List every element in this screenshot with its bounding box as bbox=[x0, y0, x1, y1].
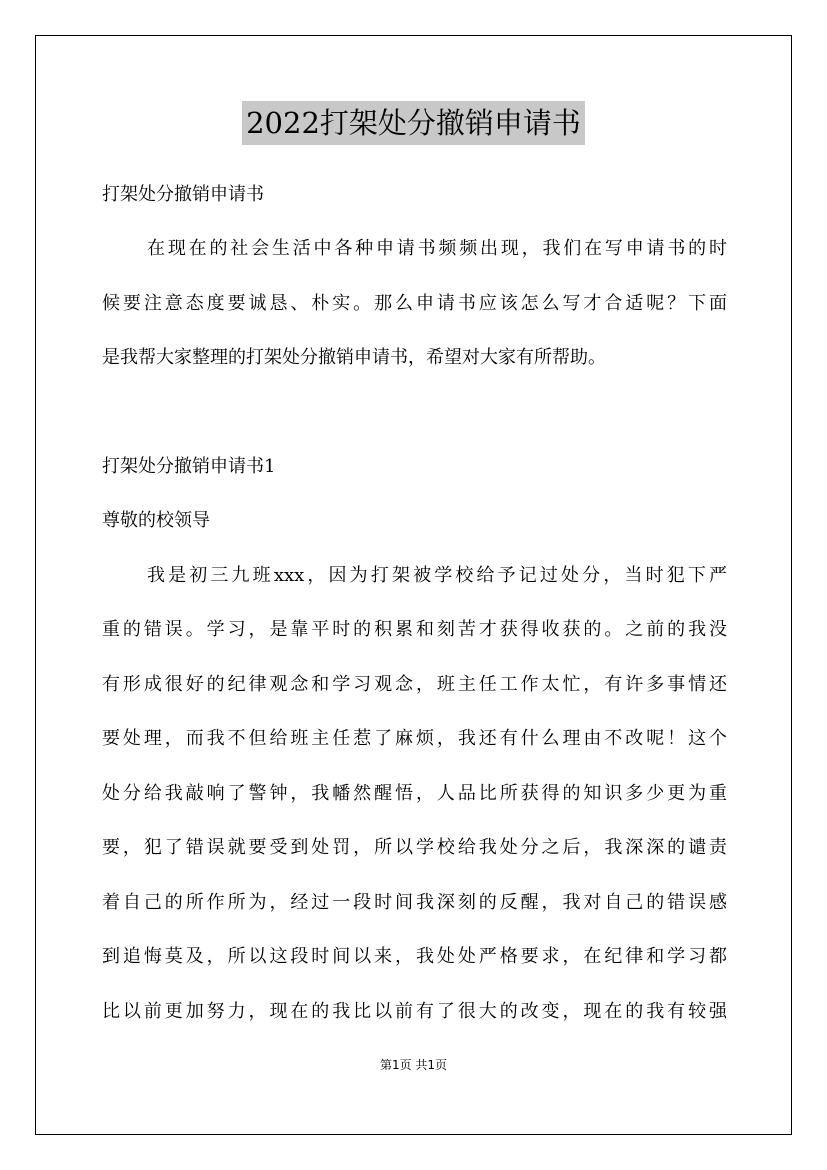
body-line: 比以前更加努力，现在的我比以前有了很大的改变，现在的我有较强 bbox=[102, 1001, 727, 1022]
body-line: 重的错误。学习，是靠平时的积累和刻苦才获得收获的。之前的我没 bbox=[102, 619, 727, 640]
title-container bbox=[0, 101, 827, 145]
body-line: 到追悔莫及，所以这段时间以来，我处处严格要求，在纪律和学习都 bbox=[102, 946, 727, 967]
body-line: 有形成很好的纪律观念和学习观念，班主任工作太忙，有许多事情还 bbox=[102, 674, 727, 695]
intro-line: 候要注意态度要诚恳、朴实。那么申请书应该怎么写才合适呢？下面 bbox=[102, 293, 727, 314]
body-line: 我是初三九班xxx，因为打架被学校给予记过处分，当时犯下严 bbox=[147, 565, 727, 586]
section-heading-text: 打架处分撤销申请书1 bbox=[102, 456, 276, 477]
body-line: 着自己的所作所为，经过一段时间我深刻的反醒，我对自己的错误感 bbox=[102, 892, 727, 913]
document-title: 2022打架处分撤销申请书 bbox=[242, 101, 585, 145]
body-line: 处分给我敲响了警钟，我幡然醒悟，人品比所获得的知识多少更为重 bbox=[102, 783, 727, 804]
body-line: 要处理，而我不但给班主任惹了麻烦，我还有什么理由不改呢！这个 bbox=[102, 728, 727, 749]
intro-line: 是我帮大家整理的打架处分撤销申请书，希望对大家有所帮助。 bbox=[102, 347, 606, 368]
page-footer bbox=[0, 1056, 827, 1073]
subtitle-line: 打架处分撤销申请书 bbox=[102, 184, 264, 205]
body-line: 要，犯了错误就要受到处罚，所以学校给我处分之后，我深深的谴责 bbox=[102, 837, 727, 858]
intro-line: 在现在的社会生活中各种申请书频频出现，我们在写申请书的时 bbox=[147, 238, 727, 259]
salutation-text: 尊敬的校领导 bbox=[102, 510, 210, 531]
page-number: 第1页 共1页 bbox=[379, 1058, 448, 1072]
